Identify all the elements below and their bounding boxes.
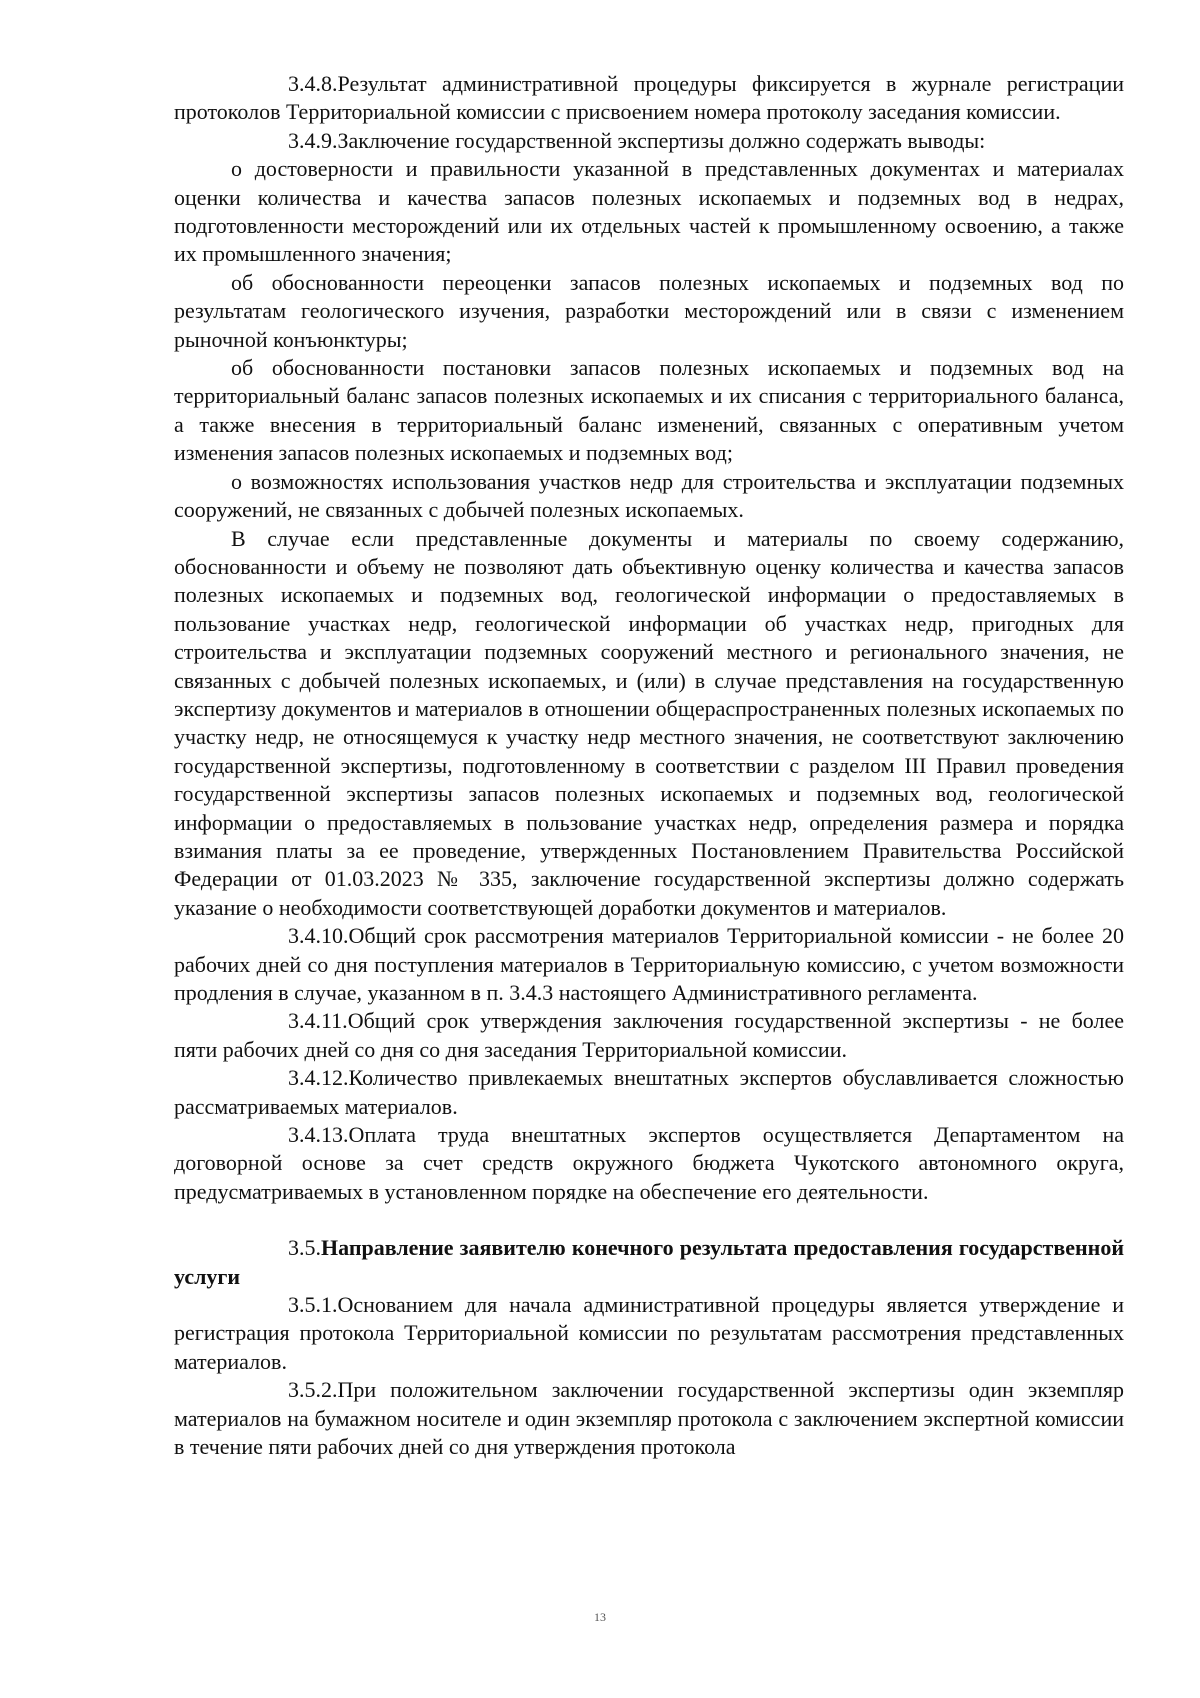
paragraph-text: Основанием для начала административной процедуры является утверждение и регистрация протокола Территориальной комиссии по результатам рассмотрения представленных материалов.: [174, 1292, 1124, 1374]
paragraph-text: Количество привлекаемых внештатных экспертов обуславливается сложностью рассматриваемых материалов.: [174, 1065, 1124, 1119]
paragraph-3-4-12: [174, 1064, 1124, 1121]
paragraph-text: об обоснованности постановки запасов полезных ископаемых и подземных вод на территориальный баланс запасов полезных ископаемых и их списания с территориального баланса, а также внесения в территориальный баланс изменений, связанных с оперативным учетом изменения запасов полезных ископаемых и подземных вод;: [174, 355, 1124, 466]
paragraph-text: об обоснованности переоценки запасов полезных ископаемых и подземных вод по результатам геологического изучения, разработки месторождений или в связи с изменением рыночной конъюнктуры;: [174, 269, 1124, 352]
paragraph-3-5-2: [174, 1376, 1124, 1461]
section-title: Направление заявителю конечного результата предоставления государственной услуги: [174, 1235, 1124, 1289]
paragraph-3-4-8: [174, 70, 1124, 127]
page-number: 13: [594, 1610, 606, 1624]
clause-number: 3.4.11.: [288, 1008, 348, 1034]
paragraph-text: о возможностях использования участков недр для строительства и эксплуатации подземных сооружений, не связанных с добычей полезных ископаемых.: [174, 468, 1124, 523]
conclusion-item-balance: [174, 354, 1124, 468]
clause-number: 3.4.12.: [288, 1065, 349, 1091]
clause-number: 3.5.1.: [288, 1292, 338, 1318]
paragraph-3-4-13: [174, 1121, 1124, 1206]
paragraph-insufficient-materials: [174, 525, 1124, 923]
paragraph-3-4-9: [174, 127, 1124, 155]
paragraph-text: Результат административной процедуры фиксируется в журнале регистрации протоколов Территориальной комиссии с присвоением номера протоколу заседания комиссии.: [174, 71, 1124, 125]
clause-number: 3.5.2.: [288, 1377, 338, 1403]
paragraph-text: Оплата труда внештатных экспертов осуществляется Департаментом на договорной основе за счет средств окружного бюджета Чукотского автономного округа, предусматриваемых в установленном порядке на обеспечение его деятельности.: [174, 1122, 1124, 1204]
paragraph-3-5-1: [174, 1291, 1124, 1376]
conclusion-item-reliability: [174, 155, 1124, 269]
paragraph-3-4-11: [174, 1007, 1124, 1064]
paragraph-text: При положительном заключении государственной экспертизы один экземпляр материалов на бумажном носителе и один экземпляр протокола с заключением экспертной комиссии в течение пяти рабочих дней со дня утверждения протокола: [174, 1377, 1124, 1460]
paragraph-text: Заключение государственной экспертизы должно содержать выводы:: [337, 127, 986, 153]
paragraph-text: Общий срок рассмотрения материалов Территориальной комиссии - не более 20 рабочих дней со дня поступления материалов в Территориальную комиссию, с учетом возможности продления в случае, указанном в п. 3.4.3 настоящего Административного регламента.: [174, 923, 1124, 1005]
paragraph-text: о достоверности и правильности указанной в представленных документах и материалах оценки количества и качества запасов полезных ископаемых и подземных вод в недрах, подготовленности месторождений или их отдельных частей к промышленному освоению, а также их промышленного значения;: [174, 156, 1124, 267]
section-heading-3-5: [174, 1234, 1124, 1291]
paragraph-3-4-10: [174, 922, 1124, 1007]
clause-number: 3.4.8.: [288, 71, 338, 96]
conclusion-item-underground-use: [174, 468, 1124, 525]
clause-number: 3.4.10.: [288, 923, 349, 949]
document-body: [174, 70, 1124, 1462]
clause-number: 3.4.13.: [288, 1122, 349, 1148]
paragraph-text: Общий срок утверждения заключения государственной экспертизы - не более пяти рабочих дней со дня со дня заседания Территориальной комиссии.: [174, 1008, 1124, 1062]
conclusion-item-reassessment: [174, 269, 1124, 354]
section-number: 3.5.: [288, 1235, 321, 1261]
paragraph-text: В случае если представленные документы и материалы по своему содержанию, обоснованности и объему не позволяют дать объективную оценку количества и качества запасов полезных ископаемых и подземных вод, геологической информации о предоставляемых в пользование участках недр, геологической информации об участках недр, пригодных для строительства и эксплуатации подземных сооружений местного и регионального значения, не связанных с добычей полезных ископаемых, и (или) в случае представления на государственную экспертизу документов и материалов в отношении общераспространенных полезных ископаемых по участку недр, не относящемуся к участку недр местного значения, не соответствуют заключению государственной экспертизы, подготовленному в соответствии с разделом III Правил проведения государственной экспертизы запасов полезных ископаемых и подземных вод, геологической информации о предоставляемых в пользование участках недр, определения размера и порядка взимания платы за ее проведение, утвержденных Постановлением Правительства Российской Федерации от 01.03.2023 № 335, заключение государственной экспертизы должно содержать указание о необходимости соответствующей доработки документов и материалов.: [174, 525, 1124, 920]
clause-number: 3.4.9.: [288, 127, 338, 153]
